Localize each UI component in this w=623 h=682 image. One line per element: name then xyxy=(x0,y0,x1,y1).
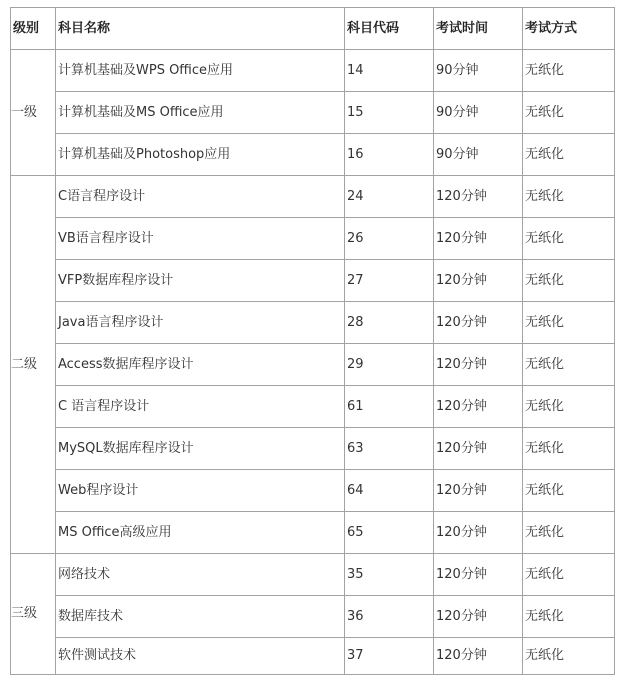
subject-code: 15 xyxy=(345,92,434,134)
header-subject-name: 科目名称 xyxy=(56,8,345,50)
subject-code: 29 xyxy=(345,344,434,386)
level-cell-2: 二级 xyxy=(11,176,56,554)
subject-name: 软件测试技术 xyxy=(56,638,345,675)
subject-name: MS Office高级应用 xyxy=(56,512,345,554)
header-exam-time: 考试时间 xyxy=(434,8,523,50)
subject-name: 计算机基础及Photoshop应用 xyxy=(56,134,345,176)
header-level: 级别 xyxy=(11,8,56,50)
table-row xyxy=(11,428,615,470)
table-row xyxy=(11,554,615,596)
exam-time: 120分钟 xyxy=(434,638,523,675)
subject-code: 26 xyxy=(345,218,434,260)
exam-time: 120分钟 xyxy=(434,596,523,638)
subject-code: 37 xyxy=(345,638,434,675)
table-row xyxy=(11,92,615,134)
table-header-row xyxy=(11,8,615,50)
table-row xyxy=(11,344,615,386)
subject-code: 35 xyxy=(345,554,434,596)
exam-method: 无纸化 xyxy=(523,512,615,554)
table-row xyxy=(11,50,615,92)
exam-method: 无纸化 xyxy=(523,50,615,92)
exam-time: 120分钟 xyxy=(434,470,523,512)
subject-code: 14 xyxy=(345,50,434,92)
subject-name: Java语言程序设计 xyxy=(56,302,345,344)
subject-name: 网络技术 xyxy=(56,554,345,596)
table-row xyxy=(11,596,615,638)
subject-code: 24 xyxy=(345,176,434,218)
exam-method: 无纸化 xyxy=(523,302,615,344)
exam-method: 无纸化 xyxy=(523,638,615,675)
exam-time: 120分钟 xyxy=(434,428,523,470)
exam-method: 无纸化 xyxy=(523,470,615,512)
table-row xyxy=(11,302,615,344)
header-subject-code: 科目代码 xyxy=(345,8,434,50)
subject-name: Access数据库程序设计 xyxy=(56,344,345,386)
subject-code: 65 xyxy=(345,512,434,554)
subject-code: 64 xyxy=(345,470,434,512)
table-row xyxy=(11,470,615,512)
exam-time: 90分钟 xyxy=(434,92,523,134)
exam-method: 无纸化 xyxy=(523,428,615,470)
header-exam-method: 考试方式 xyxy=(523,8,615,50)
table-row xyxy=(11,134,615,176)
subject-code: 61 xyxy=(345,386,434,428)
exam-time: 120分钟 xyxy=(434,344,523,386)
exam-time: 120分钟 xyxy=(434,218,523,260)
subject-name: MySQL数据库程序设计 xyxy=(56,428,345,470)
exam-method: 无纸化 xyxy=(523,92,615,134)
table-row xyxy=(11,176,615,218)
subject-name: VFP数据库程序设计 xyxy=(56,260,345,302)
exam-method: 无纸化 xyxy=(523,134,615,176)
table-row xyxy=(11,386,615,428)
exam-method: 无纸化 xyxy=(523,344,615,386)
subject-code: 36 xyxy=(345,596,434,638)
subject-code: 28 xyxy=(345,302,434,344)
exam-time: 90分钟 xyxy=(434,50,523,92)
subject-name: C语言程序设计 xyxy=(56,176,345,218)
level-cell-3: 三级 xyxy=(11,554,56,675)
exam-time: 120分钟 xyxy=(434,512,523,554)
subject-name: Web程序设计 xyxy=(56,470,345,512)
exam-method: 无纸化 xyxy=(523,596,615,638)
exam-subjects-table xyxy=(10,7,615,675)
table-row xyxy=(11,260,615,302)
subject-code: 63 xyxy=(345,428,434,470)
level-cell-1: 一级 xyxy=(11,50,56,176)
exam-method: 无纸化 xyxy=(523,386,615,428)
exam-time: 120分钟 xyxy=(434,260,523,302)
subject-name: 计算机基础及MS Office应用 xyxy=(56,92,345,134)
table-row xyxy=(11,218,615,260)
exam-method: 无纸化 xyxy=(523,554,615,596)
subject-name: 计算机基础及WPS Office应用 xyxy=(56,50,345,92)
exam-time: 90分钟 xyxy=(434,134,523,176)
table-row xyxy=(11,638,615,675)
exam-time: 120分钟 xyxy=(434,176,523,218)
exam-method: 无纸化 xyxy=(523,260,615,302)
table-row xyxy=(11,512,615,554)
subject-code: 27 xyxy=(345,260,434,302)
exam-time: 120分钟 xyxy=(434,554,523,596)
subject-name: C 语言程序设计 xyxy=(56,386,345,428)
subject-name: 数据库技术 xyxy=(56,596,345,638)
subject-code: 16 xyxy=(345,134,434,176)
exam-time: 120分钟 xyxy=(434,386,523,428)
exam-method: 无纸化 xyxy=(523,176,615,218)
exam-method: 无纸化 xyxy=(523,218,615,260)
exam-time: 120分钟 xyxy=(434,302,523,344)
subject-name: VB语言程序设计 xyxy=(56,218,345,260)
